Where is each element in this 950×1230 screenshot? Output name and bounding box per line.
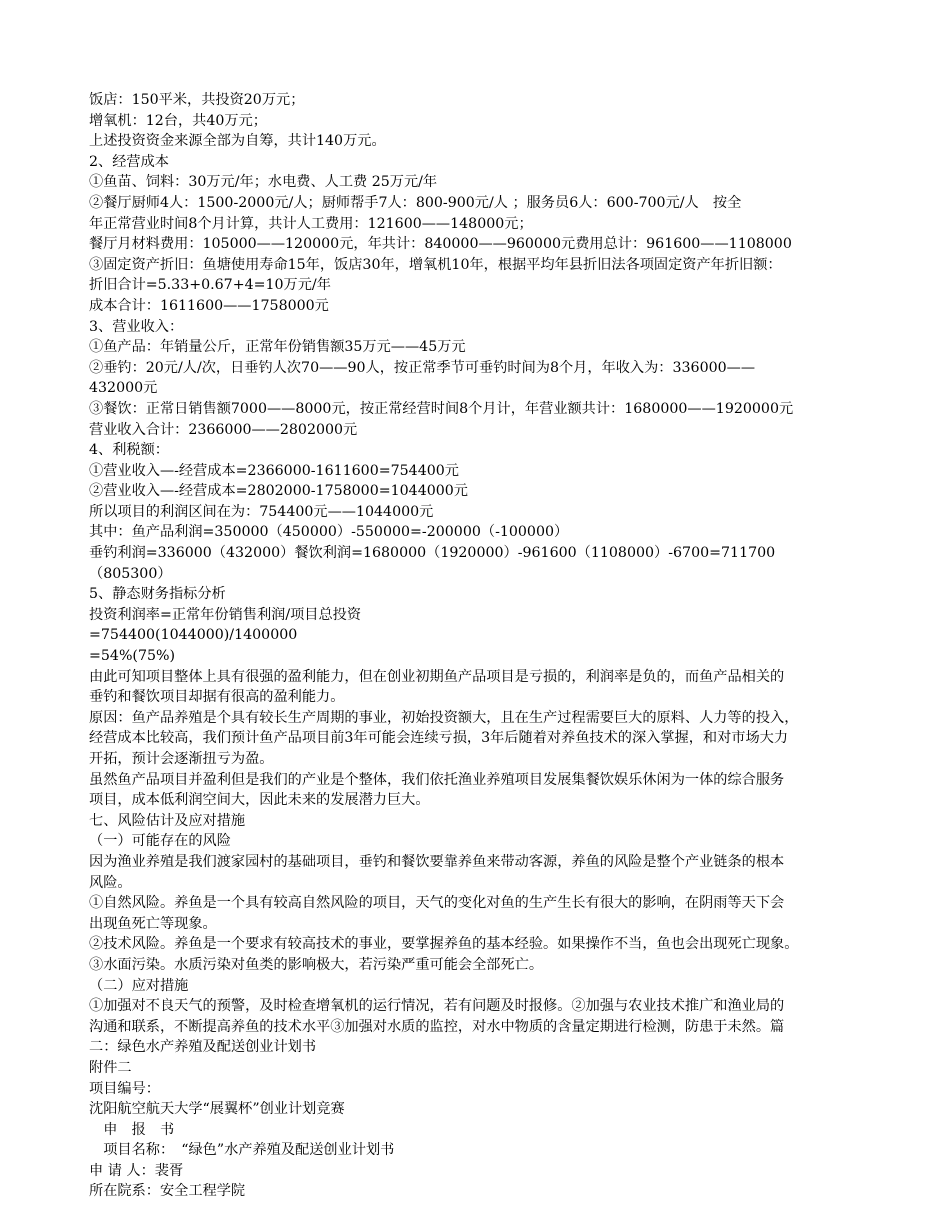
text-line: 饭店：150平米，共投资20万元； <box>89 92 305 108</box>
text-line: ①鱼产品：年销量公斤，正常年份销售额35万元——45万元 <box>89 339 466 356</box>
text-line: 4、利税额： <box>89 442 169 459</box>
text-line: 项目，成本低利润空间大，因此未来的发展潜力巨大。 <box>89 792 430 809</box>
text-line: 出现鱼死亡等现象。 <box>89 915 217 932</box>
text-line: 附件二 <box>89 1059 132 1076</box>
text-line: 5、静态财务指标分析 <box>89 586 226 603</box>
text-line: ②垂钓：20元/人/次，日垂钓人次70——90人，按正常季节可垂钓时间为8个月，年收入为：336000—— <box>89 359 756 376</box>
text-line: 增氧机：12台，共40万元； <box>89 112 267 129</box>
text-line: 上述投资资金来源全部为自筹，共计140万元。 <box>89 133 386 150</box>
text-line: ①加强对不良天气的预警，及时检查增氧机的运行情况，若有问题及时报修。②加强与农业技术推广和渔业局的 <box>89 998 785 1015</box>
text-line: （一）可能存在的风险 <box>89 833 231 850</box>
text-line: ①营业收入—-经营成本=2366000-1611600=754400元 <box>89 462 459 479</box>
text-line: 营业收入合计：2366000——2802000元 <box>89 421 358 438</box>
text-line: ②营业收入—-经营成本=2802000-1758000=1044000元 <box>89 483 468 500</box>
text-line: 所以项目的利润区间在为：754400元——1044000元 <box>89 503 434 520</box>
text-line: 风险。 <box>89 874 132 891</box>
text-line: 七、风险估计及应对措施 <box>89 812 246 829</box>
text-line: 原因：鱼产品养殖是个具有较长生产周期的事业，初始投资额大，且在生产过程需要巨大的原料、人力等的投入， <box>89 709 799 726</box>
text-line: =54%(75%) <box>89 648 176 665</box>
text-line: 垂钓利润=336000（432000）餐饮利润=1680000（1920000）-961600（1108000）-6700=711700 <box>89 545 776 562</box>
text-line: 二：绿色水产养殖及配送创业计划书 <box>89 1039 317 1056</box>
text-line: 沟通和联系，不断提高养鱼的技术水平③加强对水质的监控，对水中物质的含量定期进行检测，防患于未然。篇 <box>89 1018 785 1035</box>
text-line: 折旧合计=5.33+0.67+4=10万元/年 <box>89 277 331 294</box>
text-line: ①鱼苗、饲料：30万元/年；水电费、人工费 25万元/年 <box>89 174 438 191</box>
text-line: 项目编号： <box>89 1080 160 1097</box>
text-line: 垂钓和餐饮项目却据有很高的盈利能力。 <box>89 689 345 706</box>
text-line: 餐厅月材料费用：105000——120000元，年共计：840000——960000元费用总计：961600——1108000 <box>89 236 792 253</box>
text-line: ③餐饮：正常日销售额7000——8000元，按正常经营时间8个月计，年营业额共计：1680000——1920000元 <box>89 400 794 417</box>
text-line: 投资利润率=正常年份销售利润/项目总投资 <box>89 606 362 623</box>
text-line: 申 请 人：裴胥 <box>89 1162 184 1179</box>
text-line: =754400(1044000)/1400000 <box>89 627 298 644</box>
text-line: （805300） <box>89 565 172 582</box>
text-line: ②餐厅厨师4人：1500-2000元/人；厨师帮手7人：800-900元/人 ；服务员6人：600-700元/人 按全 <box>89 194 742 211</box>
text-line: ③固定资产折旧：鱼塘使用寿命15年，饭店30年，增氧机10年，根据平均年县折旧法各项固定资产年折旧额： <box>89 256 782 273</box>
document-body <box>89 90 869 1202</box>
text-line: 成本合计：1611600——1758000元 <box>89 297 329 314</box>
text-line: 项目名称： “绿色”水产养殖及配送创业计划书 <box>89 1142 395 1159</box>
text-line: 其中：鱼产品利润=350000（450000）-550000=-200000（-100000） <box>89 524 569 541</box>
text-line: ②技术风险。养鱼是一个要求有较高技术的事业，要掌握养鱼的基本经验。如果操作不当，鱼也会出现死亡现象。 <box>89 936 799 953</box>
text-line: 2、经营成本 <box>89 153 169 170</box>
text-line: 虽然鱼产品项目并盈利但是我们的产业是个整体，我们依托渔业养殖项目发展集餐饮娱乐休闲为一体的综合服务 <box>89 771 785 788</box>
text-line: 由此可知项目整体上具有很强的盈利能力，但在创业初期鱼产品项目是亏损的，利润率是负的，而鱼产品相关的 <box>89 668 785 685</box>
text-line: 开拓，预计会逐渐扭亏为盈。 <box>89 751 274 767</box>
text-line: 3、营业收入： <box>89 318 184 335</box>
text-line: ①自然风险。养鱼是一个具有较高自然风险的项目，天气的变化对鱼的生产生长有很大的影响，在阴雨等天下会 <box>89 895 785 912</box>
text-line: 申 报 书 <box>89 1121 175 1138</box>
text-line: 所在院系：安全工程学院 <box>89 1183 246 1200</box>
text-line: （二）应对措施 <box>89 977 189 994</box>
text-line: 年正常营业时间8个月计算，共计人工费用：121600——148000元； <box>89 215 533 232</box>
text-line: 因为渔业养殖是我们渡家园村的基础项目，垂钓和餐饮要靠养鱼来带动客源，养鱼的风险是整个产业链条的根本 <box>89 853 785 870</box>
text-line: 432000元 <box>89 380 158 397</box>
text-line: ③水面污染。水质污染对鱼类的影响极大，若污染严重可能会全部死亡。 <box>89 956 544 973</box>
text-line: 沈阳航空航天大学“展翼杯”创业计划竞赛 <box>89 1101 345 1118</box>
text-line: 经营成本比较高，我们预计鱼产品项目前3年可能会连续亏损，3年后随着对养鱼技术的深入掌握，和对市场大力 <box>89 730 789 747</box>
